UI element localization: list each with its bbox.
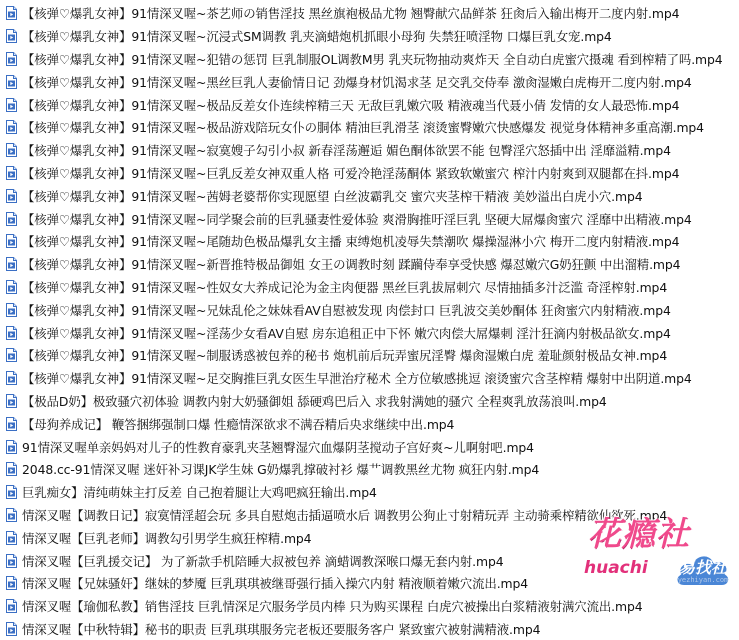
file-row[interactable] [0,93,739,116]
file-row[interactable] [0,367,739,390]
file-name: 【核弹♡爆乳女神】91情深叉喔~沉浸式SM调教 乳夹滴蜡炮机抓眼小母狗 失禁狂喷淫物 口爆巨乳女宠.mp4 [22,29,612,45]
watermark-logo [574,508,739,600]
video-file-icon [6,394,17,408]
file-name: 【核弹♡爆乳女神】91情深叉喔~兄妹乱伦之妹妹看AV自慰被发现 肉偿封口 巨乳波交美妙酮体 狂肏蜜穴内射精液.mp4 [22,302,671,318]
video-file-icon [6,303,17,317]
file-row[interactable] [0,435,739,458]
file-name: 【核弹♡爆乳女神】91情深叉喔~茜姆老婆帮你实现愿望 白丝波霸乳交 蜜穴夹茎榨干精液 美妙溢出白虎小穴.mp4 [22,188,643,204]
file-row[interactable] [0,412,739,435]
file-name: 【母狗养成记】 鞭答捆绑强制口爆 性瘾情深欲求不满吞精后央求继续中出.mp4 [22,416,455,432]
file-row[interactable] [0,321,739,344]
file-row[interactable] [0,48,739,71]
video-file-icon [6,417,17,431]
file-row[interactable] [0,230,739,253]
file-name: 2048.cc-91情深叉喔 迷奸补习课JK学生妹 G奶爆乳撑破衬衫 爆艹调教黑丝尤物 疯狂内射.mp4 [22,462,540,478]
video-file-icon [6,508,17,522]
file-name: 情深叉喔【调教日记】寂寞情淫超会玩 多具自慰炮击插逼喷水后 调教男公狗止寸射精玩弄 主动骑乘榨精欲仙欲死.mp4 [22,507,668,523]
file-row[interactable] [0,70,739,93]
video-file-icon [6,6,17,20]
watermark-badge-text: 易找社 [678,558,727,577]
file-row[interactable] [0,253,739,276]
video-file-icon [6,599,17,613]
video-file-icon [6,531,17,545]
file-name: 【核弹♡爆乳女神】91情深叉喔~茶艺师の销售淫技 黑丝旗袍极品尤物 翘臀献穴品鲜茶 狂肏后入输出梅开二度内射.mp4 [22,6,680,22]
video-file-icon [6,29,17,43]
file-name: 情深叉喔【中秋特辑】秘书的职责 巨乳琪琪服务完老板还要服务客户 紧致蜜穴被射满精液.mp4 [22,621,541,637]
video-file-icon [6,257,17,271]
video-file-icon [6,622,17,636]
file-row[interactable] [0,184,739,207]
file-name: 情深叉喔【兄妹骚奸】继妹的梦魇 巨乳琪琪被继哥强行插入操穴内射 精液顺着嫩穴流出.mp4 [22,576,529,592]
file-name: 【核弹♡爆乳女神】91情深叉喔~极品反差女仆连续榨精三天 无敌巨乳嫩穴吸 精液魂当代聂小倩 发情的女人最恐怖.mp4 [22,97,680,113]
file-name: 【核弹♡爆乳女神】91情深叉喔~同学聚会前的巨乳骚妻性爱体验 爽滑胸推吁淫巨乳 坚硬大屌爆肏蜜穴 淫靡中出精液.mp4 [22,211,692,227]
video-file-icon [6,75,17,89]
video-file-icon [6,371,17,385]
file-name: 【极品D奶】极致骚穴初体验 调教内射大奶骚御姐 舔硬鸡巴后入 求我射满她的骚穴 全程爽乳放荡浪叫.mp4 [22,393,607,409]
file-row[interactable] [0,162,739,185]
video-file-icon [6,576,17,590]
file-name: 91情深叉喔单亲妈妈对儿子的性教育豪乳夹茎翘臀湿穴血爆阴茎搅动子宫好爽~儿啊射吧.mp4 [22,439,534,455]
file-name: 巨乳痴女】清纯萌妹主打反差 自己抱着腿让大鸡吧疯狂输出.mp4 [22,485,377,501]
video-file-icon [6,212,17,226]
file-row[interactable] [0,481,739,504]
file-name: 【核弹♡爆乳女神】91情深叉喔~黑丝巨乳人妻偷情日记 劲爆身材饥渴求茎 足交乳交侍奉 激肏湿嫩白虎梅开二度内射.mp4 [22,74,692,90]
file-name: 【核弹♡爆乳女神】91情深叉喔~性奴女大养成记沦为金主肉便器 黑丝巨乳拔屌刺穴 尽情抽插多汁泛滥 奇淫榨射.mp4 [22,279,668,295]
video-file-icon [6,348,17,362]
watermark-brand: 花瘾社 [588,514,690,553]
watermark-badge-url: yezhiyan.com [677,576,729,584]
video-file-icon [6,143,17,157]
watermark-subtext: huachi [584,558,648,578]
watermark-badge [674,548,732,590]
file-name: 【核弹♡爆乳女神】91情深叉喔~巨乳反差女神双重人格 可爱冷艳淫荡酮体 紧致软嫩蜜穴 榨汁内射爽到双腿都在抖.mp4 [22,165,680,181]
video-file-icon [6,234,17,248]
video-file-icon [6,52,17,66]
file-name: 【核弹♡爆乳女神】91情深叉喔~新晋推特极品御姐 女王の调教时刻 蹂躏侍奉享受快感 爆怼嫩穴G奶狂颤 中出溜精.mp4 [22,257,681,273]
video-file-icon [6,440,17,454]
file-row[interactable] [0,390,739,413]
file-row[interactable] [0,344,739,367]
file-name: 情深叉喔【瑜伽私教】销售淫技 巨乳情深足穴服务学员内棒 只为购买课程 白虎穴被操出白浆精液射满穴流出.mp4 [22,599,643,615]
file-row[interactable] [0,458,739,481]
video-file-icon [6,120,17,134]
video-file-icon [6,98,17,112]
file-row[interactable] [0,207,739,230]
file-name: 【核弹♡爆乳女神】91情深叉喔~足交胸推巨乳女医生早泄治疗秘术 全方位敏感挑逗 滚烫蜜穴含茎榨精 爆射中出阴道.mp4 [22,371,692,387]
file-name: 【核弹♡爆乳女神】91情深叉喔~寂寞嫂子勾引小叔 新春淫荡邂逅 媚色酮体欲罢不能 包臀淫穴怒插中出 淫靡溢精.mp4 [22,143,671,159]
file-row[interactable] [0,116,739,139]
video-file-icon [6,280,17,294]
video-file-icon [6,189,17,203]
video-file-icon [6,166,17,180]
video-file-icon [6,554,17,568]
file-row[interactable] [0,25,739,48]
file-name: 【核弹♡爆乳女神】91情深叉喔~淫荡少女看AV自慰 房东追租正中下怀 嫩穴肉偿大屌爆刺 淫汁狂滴内射极品欲女.mp4 [22,325,671,341]
file-row[interactable] [0,618,739,640]
file-row[interactable] [0,276,739,299]
video-file-icon [6,462,17,476]
file-name: 情深叉喔【巨乳老师】调教勾引男学生疯狂榨精.mp4 [22,530,312,546]
file-name: 【核弹♡爆乳女神】91情深叉喔~制服诱惑被包养的秘书 炮机前后玩弄蜜尻淫臀 爆肏湿嫩白虎 羞耻颜射极品女神.mp4 [22,348,668,364]
file-name: 【核弹♡爆乳女神】91情深叉喔~尾随劫色极品爆乳女主播 束缚炮机凌辱失禁潮吹 爆操湿淋小穴 梅开二度内射精液.mp4 [22,234,680,250]
video-file-icon [6,326,17,340]
file-row[interactable] [0,298,739,321]
file-row[interactable] [0,2,739,25]
file-name: 情深叉喔【巨乳援交记】 为了新款手机陪睡大叔被包养 滴蜡调教深喉口爆无套内射.mp4 [22,553,504,569]
video-file-icon [6,485,17,499]
file-name: 【核弹♡爆乳女神】91情深叉喔~极品游戏陪玩女仆の胴体 精油巨乳滑茎 滚烫蜜臀嫩穴快感爆发 视觉身体精神多重高潮.mp4 [22,120,704,136]
file-name: 【核弹♡爆乳女神】91情深叉喔~犯错の惩罚 巨乳制服OL调教M男 乳夹玩物抽动爽炸天 全自动白虎蜜穴摄魂 看到榨精了吗.mp4 [22,51,723,67]
file-row[interactable] [0,139,739,162]
